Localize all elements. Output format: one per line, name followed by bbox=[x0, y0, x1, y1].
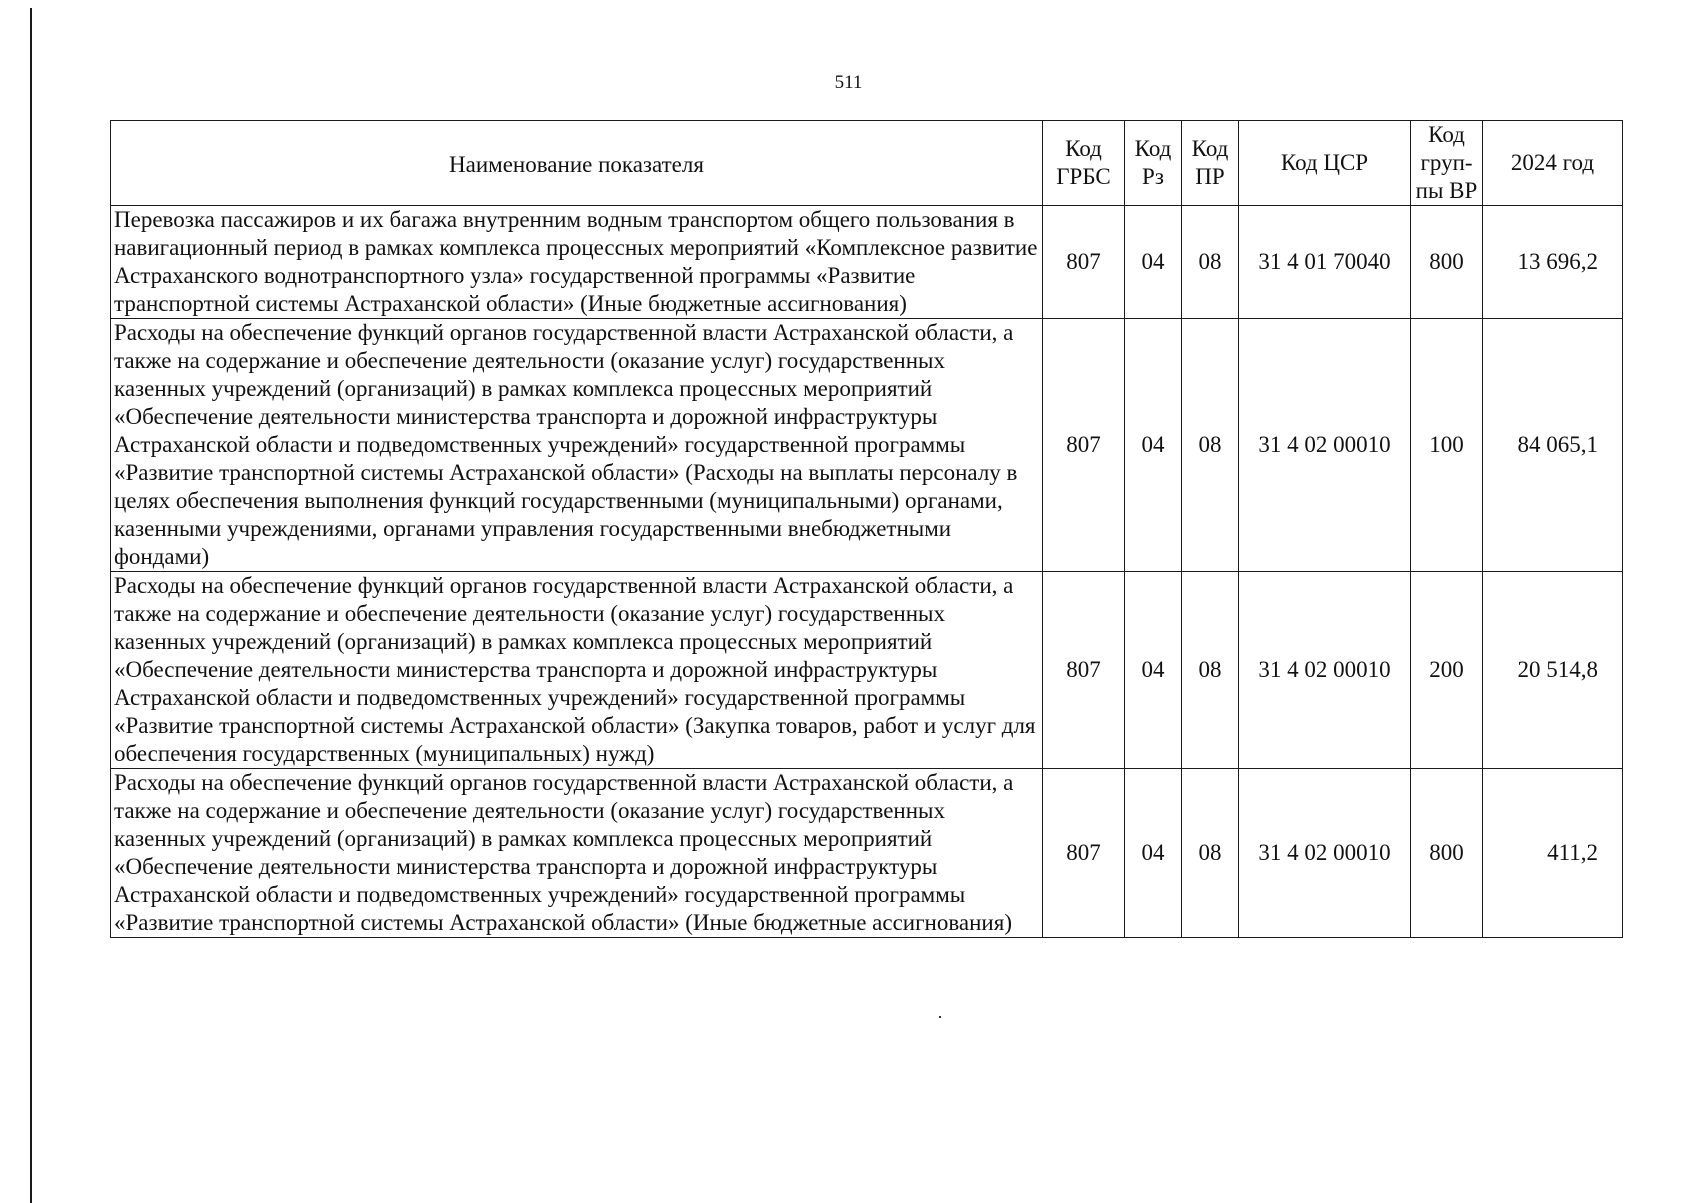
header-name: Наименование показателя bbox=[111, 121, 1043, 206]
row-amount: 13 696,2 bbox=[1483, 206, 1623, 319]
row-amount: 20 514,8 bbox=[1483, 572, 1623, 769]
row-name: Расходы на обеспечение функций органов государственной власти Астраханской области, а также на содержание и обеспечение деятельности (оказание услуг) государственных казенных учреждений (организаций) в рамках комплекса процессных мероприятий «Обеспечение деятельности министерства транспорта и дорожной инфраструктуры Астраханской области и подведомственных учреждений» государственной программы «Развитие транспортной системы Астраханской области» (Иные бюджетные ассигнования) bbox=[111, 769, 1043, 938]
table-row bbox=[111, 572, 1623, 769]
row-vr: 200 bbox=[1411, 572, 1483, 769]
row-pr: 08 bbox=[1182, 319, 1239, 572]
scan-speck bbox=[939, 1016, 941, 1018]
row-pr: 08 bbox=[1182, 769, 1239, 938]
row-vr: 800 bbox=[1411, 769, 1483, 938]
row-name: Расходы на обеспечение функций органов государственной власти Астраханской области, а также на содержание и обеспечение деятельности (оказание услуг) государственных казенных учреждений (организаций) в рамках комплекса процессных мероприятий «Обеспечение деятельности министерства транспорта и дорожной инфраструктуры Астраханской области и подведомственных учреждений» государственной программы «Развитие транспортной системы Астраханской области» (Расходы на выплаты персоналу в целях обеспечения выполнения функций государственными (муниципальными) органами, казенными учреждениями, органами управления государственными внебюджетными фондами) bbox=[111, 319, 1043, 572]
page-number: 511 bbox=[834, 72, 863, 93]
table-row bbox=[111, 319, 1623, 572]
budget-table bbox=[110, 120, 1623, 938]
row-pr: 08 bbox=[1182, 206, 1239, 319]
row-rz: 04 bbox=[1125, 206, 1182, 319]
row-rz: 04 bbox=[1125, 769, 1182, 938]
row-vr: 800 bbox=[1411, 206, 1483, 319]
row-grbs: 807 bbox=[1043, 206, 1125, 319]
row-amount: 84 065,1 bbox=[1483, 319, 1623, 572]
header-csr: Код ЦСР bbox=[1239, 121, 1411, 206]
table-header-row bbox=[111, 121, 1623, 206]
row-grbs: 807 bbox=[1043, 572, 1125, 769]
header-year: 2024 год bbox=[1483, 121, 1623, 206]
table-row bbox=[111, 206, 1623, 319]
header-rz: Код Рз bbox=[1125, 121, 1182, 206]
row-csr: 31 4 02 00010 bbox=[1239, 572, 1411, 769]
binding-margin-line bbox=[30, 8, 32, 1203]
row-grbs: 807 bbox=[1043, 319, 1125, 572]
header-pr: Код ПР bbox=[1182, 121, 1239, 206]
row-amount: 411,2 bbox=[1483, 769, 1623, 938]
row-name: Расходы на обеспечение функций органов государственной власти Астраханской области, а также на содержание и обеспечение деятельности (оказание услуг) государственных казенных учреждений (организаций) в рамках комплекса процессных мероприятий «Обеспечение деятельности министерства транспорта и дорожной инфраструктуры Астраханской области и подведомственных учреждений» государственной программы «Развитие транспортной системы Астраханской области» (Закупка товаров, работ и услуг для обеспечения государственных (муниципальных) нужд) bbox=[111, 572, 1043, 769]
row-grbs: 807 bbox=[1043, 769, 1125, 938]
row-rz: 04 bbox=[1125, 319, 1182, 572]
row-vr: 100 bbox=[1411, 319, 1483, 572]
row-rz: 04 bbox=[1125, 572, 1182, 769]
row-csr: 31 4 01 70040 bbox=[1239, 206, 1411, 319]
header-grbs: Код ГРБС bbox=[1043, 121, 1125, 206]
row-csr: 31 4 02 00010 bbox=[1239, 319, 1411, 572]
table-row bbox=[111, 769, 1623, 938]
row-pr: 08 bbox=[1182, 572, 1239, 769]
row-name: Перевозка пассажиров и их багажа внутренним водным транспортом общего пользования в навигационный период в рамках комплекса процессных мероприятий «Комплексное развитие Астраханского воднотранспортного узла» государственной программы «Развитие транспортной системы Астраханской области» (Иные бюджетные ассигнования) bbox=[111, 206, 1043, 319]
row-csr: 31 4 02 00010 bbox=[1239, 769, 1411, 938]
header-vr: Код груп-пы ВР bbox=[1411, 121, 1483, 206]
